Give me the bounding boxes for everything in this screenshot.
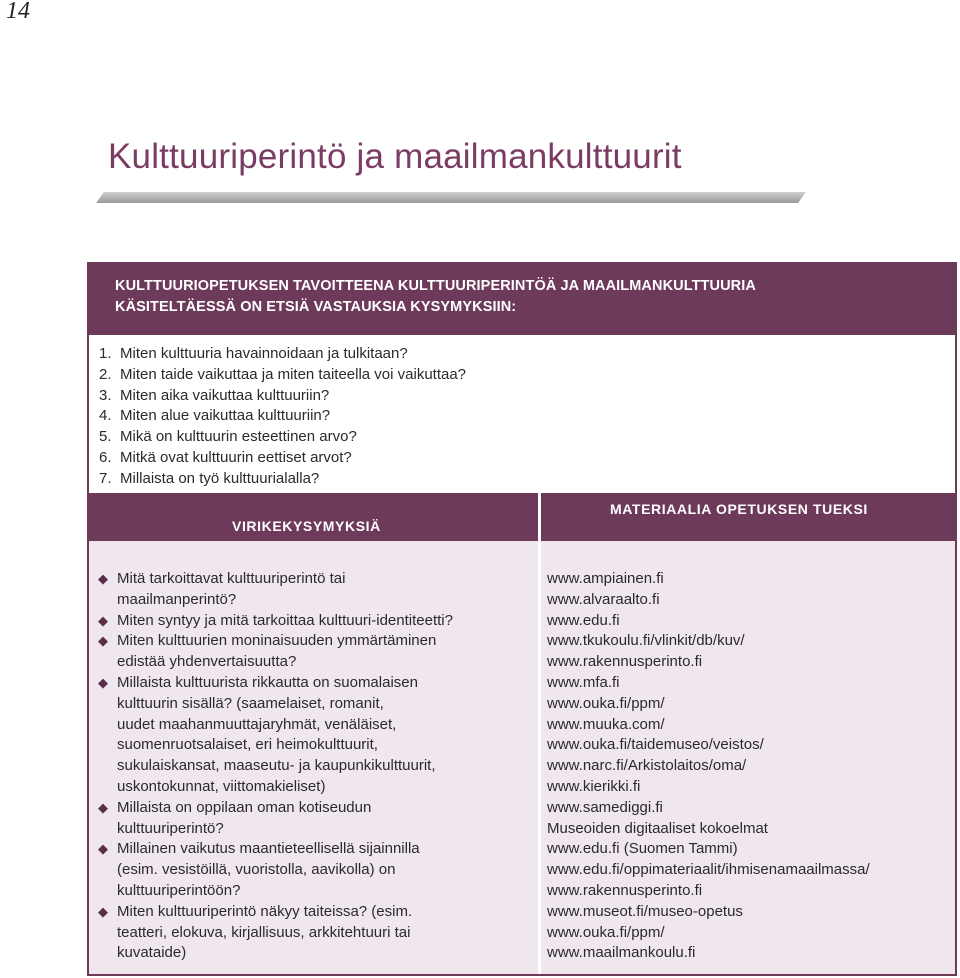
- material-link[interactable]: www.mfa.fi: [547, 673, 620, 691]
- prompt-question-line: Miten syntyy ja mitä tarkoittaa kulttuuri-identiteetti?: [117, 611, 453, 629]
- materials-list: [547, 569, 870, 964]
- materials-panel: [541, 541, 955, 974]
- box-header: [89, 264, 955, 335]
- material-link[interactable]: www.narc.fi/Arkistolaitos/oma/: [547, 757, 747, 775]
- question-text: Miten kulttuuria havainnoidaan ja tulkitaan?: [120, 345, 408, 362]
- prompt-question-line: kulttuuriperintöön?: [117, 881, 241, 899]
- material-link[interactable]: www.museot.fi/museo-opetus: [547, 902, 743, 920]
- question-text: Miten taide vaikuttaa ja miten taiteella voi vaikuttaa?: [120, 365, 467, 383]
- diamond-bullet-icon: ◆: [98, 674, 108, 690]
- material-link[interactable]: Museoiden digitaaliset kokoelmat: [547, 819, 768, 837]
- prompt-question-line: Miten kulttuuriperintö näkyy taiteissa? (esim.: [117, 902, 413, 920]
- prompt-question-line: Mitä tarkoittavat kulttuuriperintö tai: [117, 570, 346, 587]
- prompt-question-line: Millainen vaikutus maantieteellisellä sijainnilla: [117, 840, 420, 858]
- material-link[interactable]: www.ouka.fi/ppm/: [547, 923, 665, 941]
- diamond-bullet-icon: ◆: [98, 799, 108, 815]
- prompt-questions-list: [97, 569, 527, 964]
- prompt-question-item: [97, 631, 527, 673]
- materiaalia-heading: MATERIAALIA OPETUKSEN TUEKSI: [541, 493, 955, 541]
- material-link[interactable]: www.muuka.com/: [547, 715, 665, 733]
- question-item: [99, 406, 466, 427]
- question-text: Miten aika vaikuttaa kulttuuriin?: [120, 386, 330, 404]
- question-text: Miten alue vaikuttaa kulttuuriin?: [120, 407, 331, 425]
- material-link[interactable]: www.ouka.fi/taidemuseo/veistos/: [547, 736, 764, 754]
- question-item: [99, 365, 466, 386]
- box-header-line-1: KULTTUURIOPETUKSEN TAVOITTEENA KULTTUURIPERINTÖÄ JA MAAILMANKULTTUURIA: [115, 278, 756, 294]
- prompt-question-line: Millaista on oppilaan oman kotiseudun: [117, 798, 372, 816]
- diamond-bullet-icon: ◆: [98, 633, 108, 649]
- question-item: [99, 469, 466, 490]
- diamond-bullet-icon: ◆: [98, 841, 108, 857]
- prompt-question-line: teatteri, elokuva, kirjallisuus, arkkitehtuuri tai: [117, 923, 411, 941]
- prompt-question-line: kulttuuriperintö?: [117, 819, 224, 837]
- prompt-question-item: [97, 798, 527, 840]
- prompt-questions-panel: [89, 541, 538, 974]
- question-number: 3.: [99, 386, 112, 404]
- material-link[interactable]: www.edu.fi: [547, 611, 620, 629]
- material-link[interactable]: www.rakennusperinto.fi: [547, 653, 703, 671]
- question-item: [99, 386, 466, 407]
- diamond-bullet-icon: ◆: [98, 612, 108, 628]
- prompt-question-line: suomenruotsalaiset, eri heimokulttuurit,: [117, 736, 378, 754]
- material-link[interactable]: www.samediggi.fi: [547, 798, 663, 816]
- material-link[interactable]: www.alvaraalto.fi: [547, 590, 660, 608]
- prompt-question-line: uskontokunnat, viittomakieliset): [117, 777, 326, 795]
- prompt-question-item: [97, 569, 527, 611]
- material-link[interactable]: www.ampiainen.fi: [547, 570, 664, 587]
- material-link[interactable]: www.ouka.fi/ppm/: [547, 694, 665, 712]
- question-text: Millaista on työ kulttuurialalla?: [120, 469, 320, 487]
- material-link[interactable]: www.tkukoulu.fi/vlinkit/db/kuv/: [547, 632, 745, 650]
- diamond-bullet-icon: ◆: [98, 903, 108, 919]
- prompt-question-item: [97, 902, 527, 964]
- question-number: 5.: [99, 428, 112, 446]
- prompt-question-line: edistää yhdenvertaisuutta?: [117, 653, 297, 671]
- virikekysymyksia-heading: VIRIKEKYSYMYKSIÄ: [89, 493, 538, 541]
- box-header-line-2: KÄSITELTÄESSÄ ON ETSIÄ VASTAUKSIA KYSYMYKSIIN:: [115, 299, 517, 315]
- material-link[interactable]: www.edu.fi/oppimateriaalit/ihmisenamaailmassa/: [547, 861, 870, 879]
- prompt-question-line: Millaista kulttuurista rikkautta on suomalaisen: [117, 673, 418, 691]
- material-link[interactable]: www.rakennusperinto.fi: [547, 881, 703, 899]
- question-text: Mitkä ovat kulttuurin eettiset arvot?: [120, 448, 352, 466]
- prompt-question-line: sukulaiskansat, maaseutu- ja kaupunkikulttuurit,: [117, 757, 436, 775]
- prompt-question-item: [97, 839, 527, 901]
- prompt-question-line: Miten kulttuurien moninaisuuden ymmärtäminen: [117, 632, 437, 650]
- page-number: 14: [6, 0, 30, 24]
- prompt-question-line: kulttuurin sisällä? (saamelaiset, romanit,: [117, 694, 384, 712]
- question-number: 2.: [99, 365, 112, 383]
- content-box: [87, 262, 957, 976]
- material-link[interactable]: www.edu.fi (Suomen Tammi): [547, 840, 738, 858]
- prompt-question-line: kuvataide): [117, 944, 187, 962]
- page-title: Kulttuuriperintö ja maailmankulttuurit: [108, 137, 682, 176]
- prompt-question-item: [97, 611, 527, 632]
- question-item: [99, 448, 466, 469]
- diamond-bullet-icon: ◆: [98, 571, 108, 586]
- prompt-question-line: (esim. vesistöillä, vuoristolla, aavikolla) on: [117, 861, 396, 879]
- question-number: 1.: [99, 345, 112, 362]
- material-link[interactable]: www.maailmankoulu.fi: [547, 944, 696, 962]
- question-item: [99, 427, 466, 448]
- title-underline-rule: [96, 192, 806, 203]
- question-number: 6.: [99, 448, 112, 466]
- prompt-question-line: maailmanperintö?: [117, 590, 237, 608]
- prompt-question-item: [97, 673, 527, 798]
- question-item: [99, 344, 466, 365]
- question-text: Mikä on kulttuurin esteettinen arvo?: [120, 428, 357, 446]
- question-number: 4.: [99, 407, 112, 425]
- material-link[interactable]: www.kierikki.fi: [547, 777, 641, 795]
- question-list: [99, 344, 466, 490]
- prompt-question-line: uudet maahanmuuttajaryhmät, venäläiset,: [117, 715, 397, 733]
- question-number: 7.: [99, 469, 112, 487]
